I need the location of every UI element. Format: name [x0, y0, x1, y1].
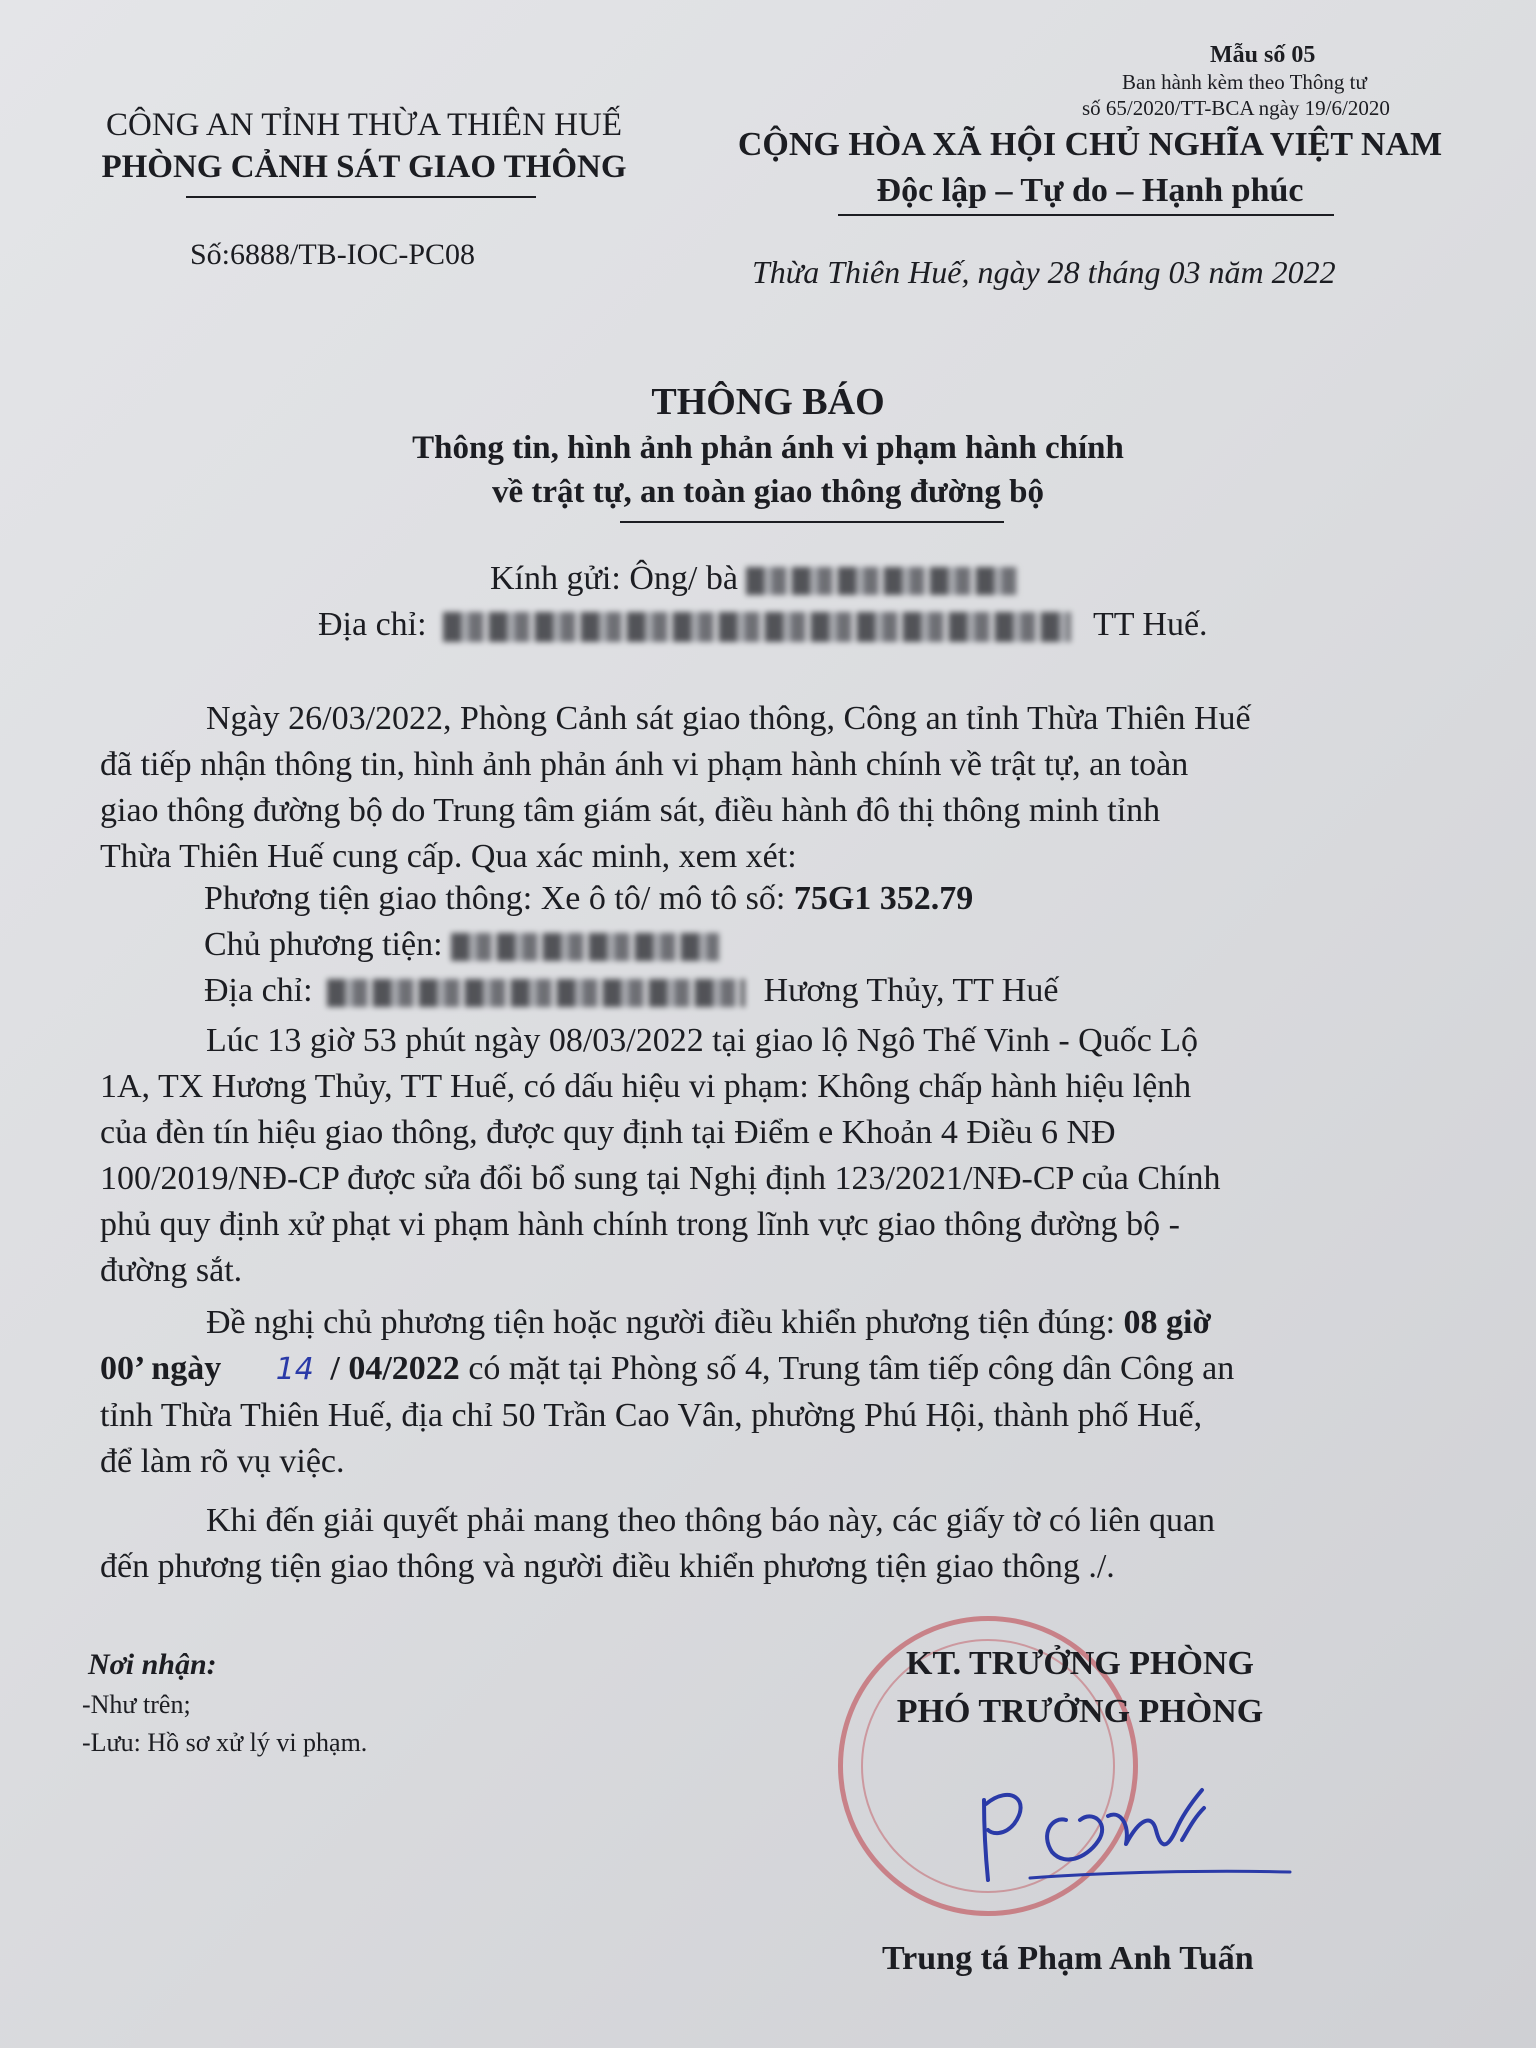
recipient-address-line	[318, 606, 1208, 644]
p3-line1-text: Đề nghị chủ phương tiện hoặc người điều khiển phương tiện đúng:	[206, 1304, 1116, 1341]
body-paragraph-2	[100, 1018, 1472, 1294]
signature-line2: PHÓ TRƯỞNG PHÒNG	[896, 1693, 1264, 1730]
header-right	[690, 122, 1490, 214]
p4-line1: Khi đến giải quyết phải mang theo thông báo này, các giấy tờ có liên quan	[206, 1502, 1216, 1539]
recipients-item1: -Như trên;	[82, 1690, 191, 1719]
p1-line2: đã tiếp nhận thông tin, hình ảnh phản ánh vi phạm hành chính về trật tự, an toàn	[100, 746, 1189, 783]
signature-title	[850, 1640, 1310, 1736]
license-plate: 75G1 352.79	[793, 880, 974, 917]
p3-line4: để làm rõ vụ việc.	[100, 1443, 345, 1480]
recipient-line	[490, 560, 1018, 598]
recipient-address-label: Địa chỉ:	[318, 606, 427, 643]
place-and-date: Thừa Thiên Huế, ngày 28 tháng 03 năm 2022	[752, 254, 1336, 290]
p3-line2	[100, 1346, 1472, 1393]
owner-address-label: Địa chỉ:	[204, 972, 313, 1009]
redacted-owner-address	[327, 979, 745, 1007]
p1-line3: giao thông đường bộ do Trung tâm giám sát, điều hành đô thị thông minh tỉnh	[100, 792, 1161, 829]
p1-line4: Thừa Thiên Huế cung cấp. Qua xác minh, xem xét:	[100, 838, 797, 875]
body-paragraph-3	[100, 1300, 1472, 1485]
owner-line	[204, 926, 719, 964]
p4-line2: đến phương tiện giao thông và người điều khiển phương tiện giao thông ./.	[100, 1548, 1115, 1585]
recipients-label: Nơi nhận:	[88, 1648, 217, 1681]
body-paragraph-1	[100, 696, 1472, 880]
p2-line1: Lúc 13 giờ 53 phút ngày 08/03/2022 tại giao lộ Ngô Thế Vinh - Quốc Lộ	[206, 1022, 1199, 1059]
title-underline	[620, 521, 1004, 523]
p2-line4: 100/2019/NĐ-CP được sửa đổi bổ sung tại Nghị định 123/2021/NĐ-CP của Chính	[100, 1160, 1221, 1197]
redacted-recipient-name	[746, 567, 1018, 595]
appointment-month-year: / 04/2022	[330, 1350, 460, 1387]
p3-line3: tỉnh Thừa Thiên Huế, địa chỉ 50 Trần Cao Vân, phường Phú Hội, thành phố Huế,	[100, 1397, 1203, 1434]
appointment-time-hour: 08 giờ	[1123, 1304, 1212, 1341]
signer-name: Trung tá Phạm Anh Tuấn	[882, 1940, 1254, 1977]
agency-underline	[186, 196, 536, 198]
form-number: Mẫu số 05	[1210, 42, 1316, 68]
motto-underline	[838, 214, 1334, 216]
owner-address-tail: Hương Thủy, TT Huế	[763, 972, 1059, 1009]
recipients-item2: -Lưu: Hồ sơ xử lý vi phạm.	[82, 1728, 368, 1757]
redacted-owner-name	[451, 933, 719, 961]
p3-line2-text: có mặt tại Phòng số 4, Trung tâm tiếp công dân Công an	[468, 1350, 1235, 1387]
notice-subtitle-line2: về trật tự, an toàn giao thông đường bộ	[491, 474, 1044, 510]
motto: Độc lập – Tự do – Hạnh phúc	[876, 172, 1304, 209]
agency-name: CÔNG AN TỈNH THỪA THIÊN HUẾ	[105, 107, 622, 143]
p2-line2: 1A, TX Hương Thủy, TT Huế, có dấu hiệu vi phạm: Không chấp hành hiệu lệnh	[100, 1068, 1192, 1105]
notice-title: THÔNG BÁO	[651, 381, 885, 423]
country-name: CỘNG HÒA XÃ HỘI CHỦ NGHĨA VIỆT NAM	[737, 126, 1443, 163]
vehicle-line	[204, 880, 973, 918]
p2-line6: đường sắt.	[100, 1252, 243, 1289]
signature-line1: KT. TRƯỞNG PHÒNG	[906, 1645, 1254, 1682]
form-issued-line2: số 65/2020/TT-BCA ngày 19/6/2020	[1082, 96, 1390, 120]
recipient-address-tail: TT Huế.	[1092, 606, 1208, 643]
appointment-day-handwritten: 14	[275, 1352, 314, 1387]
notice-subtitle-line1: Thông tin, hình ảnh phản ánh vi phạm hành chính	[412, 430, 1124, 466]
p1-line1: Ngày 26/03/2022, Phòng Cảnh sát giao thông, Công an tỉnh Thừa Thiên Huế	[206, 700, 1251, 737]
redacted-recipient-address	[443, 612, 1071, 642]
document-number: Số:6888/TB-IOC-PC08	[190, 238, 476, 271]
body-paragraph-4	[100, 1498, 1472, 1590]
owner-address-line	[204, 972, 1058, 1010]
appointment-time-minute: 00’ ngày	[100, 1350, 222, 1387]
department-name: PHÒNG CẢNH SÁT GIAO THÔNG	[101, 149, 627, 185]
p2-line3: của đèn tín hiệu giao thông, được quy định tại Điểm e Khoản 4 Điều 6 NĐ	[100, 1114, 1116, 1151]
p2-line5: phủ quy định xử phạt vi phạm hành chính trong lĩnh vực giao thông đường bộ -	[100, 1206, 1180, 1243]
handwritten-signature	[970, 1760, 1330, 1900]
recipient-greeting: Kính gửi: Ông/ bà	[490, 560, 738, 597]
form-issued-line1: Ban hành kèm theo Thông tư	[1122, 70, 1367, 94]
p3-line1	[100, 1300, 1472, 1346]
header-left	[56, 104, 672, 188]
vehicle-label: Phương tiện giao thông: Xe ô tô/ mô tô số:	[204, 880, 786, 917]
owner-label: Chủ phương tiện:	[204, 926, 443, 963]
